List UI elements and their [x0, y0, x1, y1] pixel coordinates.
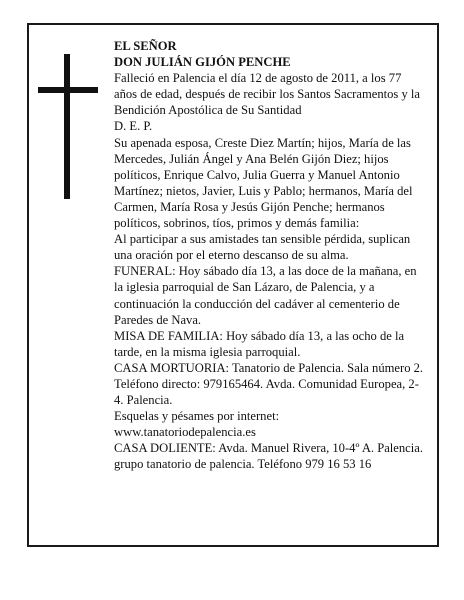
mass-paragraph: MISA DE FAMILIA: Hoy sábado día 13, a las ocho de la tarde, en la misma iglesia parroquial. [114, 328, 405, 359]
group-line: grupo tanatorio de palencia. Teléfono 979 16 53 16 [114, 457, 372, 472]
death-announcement: Falleció en Palencia el día 12 de agosto de 2011, a los 77 años de edad, después de recibir los Santos Sacramentos y la Bendición Apostólica de Su Santidad [114, 71, 421, 118]
title-line-1: EL SEÑOR [114, 39, 177, 53]
internet-url: www.tanatoriodepalencia.es [114, 425, 256, 440]
cross-horizontal-bar [38, 87, 98, 93]
mortuary-paragraph: CASA MORTUORIA: Tanatorio de Palencia. Sala número 2. Teléfono directo: 979165464. Avda. Comunidad Europea, 2-4. Palencia. [114, 360, 424, 408]
cross-icon [38, 54, 98, 199]
cross-vertical-bar [64, 54, 70, 199]
house-paragraph: CASA DOLIENTE: Avda. Manuel Rivera, 10-4º A. Palencia. [114, 441, 424, 456]
internet-label: Esquelas y pésames por internet: [114, 409, 280, 424]
funeral-paragraph: FUNERAL: Hoy sábado día 13, a las doce de la mañana, en la iglesia parroquial de San Lázaro, de Palencia, y a continuación la conducción del cadáver al cementerio de Paredes de Nava. [114, 264, 417, 327]
dep-line: D. E. P. [114, 119, 153, 134]
family-paragraph: Su apenada esposa, Creste Diez Martín; hijos, María de las Mercedes, Julián Ángel y Ana Belén Gijón Diez; hijos políticos, Enrique Calvo, Julia Guerra y Manuel Antonio Martínez; nietos, Javier, Luis y Pablo; hermanos, María del Carmen, María Rosa y Jesús Gijón Penche; hermanos políticos, sobrinos, tíos, primos y demás familia: [114, 135, 413, 231]
deceased-name: DON JULIÁN GIJÓN PENCHE [114, 55, 291, 70]
prayer-paragraph: Al participar a sus amistades tan sensible pérdida, suplican una oración por el eterno descanso de su alma. [114, 232, 411, 263]
obituary-text [114, 38, 426, 473]
